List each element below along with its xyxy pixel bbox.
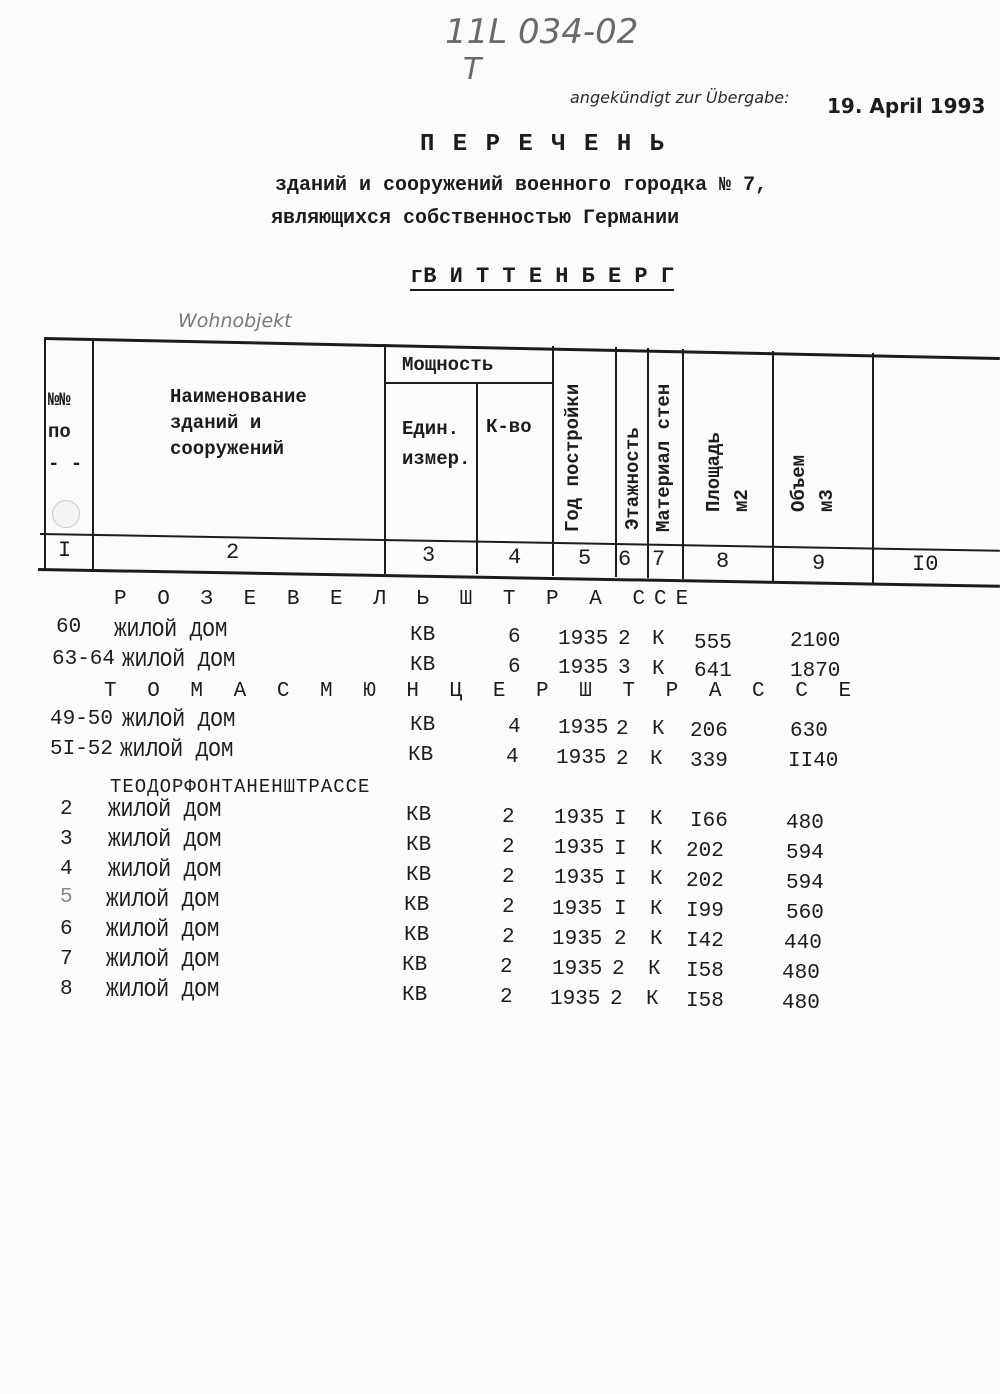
row-floors: 2 bbox=[616, 718, 629, 741]
row-unit: КВ bbox=[402, 984, 428, 1007]
row-no: 4 bbox=[60, 858, 73, 881]
row-volume: 480 bbox=[782, 962, 820, 985]
row-no: 7 bbox=[60, 948, 73, 971]
row-area: I66 bbox=[690, 810, 728, 833]
table-bottom-border bbox=[38, 568, 1000, 588]
row-area: I42 bbox=[686, 930, 724, 953]
row-volume: 2100 bbox=[790, 630, 841, 653]
row-name: ЖИЛОЙ ДОМ bbox=[106, 890, 220, 913]
col-number-5: 5 bbox=[578, 546, 592, 571]
row-year: 1935 bbox=[554, 807, 605, 830]
col-number-1: I bbox=[58, 538, 72, 563]
handwritten-reference: 11L 034-02 bbox=[445, 12, 639, 52]
row-unit: КВ bbox=[410, 624, 436, 647]
row-year: 1935 bbox=[550, 988, 601, 1011]
row-year: 1935 bbox=[558, 628, 609, 651]
row-material: К bbox=[652, 718, 665, 741]
row-area: 202 bbox=[686, 840, 724, 863]
row-unit: КВ bbox=[406, 834, 432, 857]
row-no: 5I-52 bbox=[50, 738, 114, 761]
row-qty: 2 bbox=[502, 836, 515, 859]
row-year: 1935 bbox=[552, 898, 603, 921]
row-year: 1935 bbox=[556, 747, 607, 770]
row-name: ЖИЛОЙ ДОМ bbox=[106, 950, 220, 973]
row-material: К bbox=[648, 958, 661, 981]
row-material: К bbox=[650, 838, 663, 861]
row-unit: КВ bbox=[402, 954, 428, 977]
row-floors: 2 bbox=[618, 628, 631, 651]
col-number-2: 2 bbox=[226, 540, 240, 565]
col-border-4 bbox=[552, 346, 554, 576]
row-unit: КВ bbox=[406, 864, 432, 887]
row-area: I58 bbox=[686, 960, 724, 983]
col-border-2 bbox=[384, 344, 386, 574]
row-qty: 2 bbox=[502, 806, 515, 829]
row-material: К bbox=[650, 748, 663, 771]
document-title: П Е Р Е Ч Е Н Ь bbox=[420, 131, 667, 158]
col-number-8: 8 bbox=[716, 549, 730, 574]
handwritten-note: Wohnobjekt bbox=[178, 310, 292, 332]
row-floors: I bbox=[614, 838, 627, 861]
row-material: К bbox=[650, 868, 663, 891]
row-material: К bbox=[650, 928, 663, 951]
row-no: 60 bbox=[56, 616, 82, 639]
row-area: 555 bbox=[694, 632, 732, 655]
subtitle-line-2: являющихся собственностью Германии bbox=[271, 207, 680, 230]
col-border-5 bbox=[615, 347, 617, 577]
row-material: К bbox=[652, 658, 665, 681]
col-border-1 bbox=[92, 340, 94, 570]
capacity-group-header: Мощность bbox=[402, 354, 494, 376]
row-floors: I bbox=[614, 808, 627, 831]
row-name: ЖИЛОЙ ДОМ bbox=[122, 710, 236, 733]
row-unit: КВ bbox=[404, 894, 430, 917]
table-top-border bbox=[44, 337, 1000, 360]
row-volume: 480 bbox=[782, 992, 820, 1015]
row-no: 49-50 bbox=[50, 708, 114, 731]
row-year: 1935 bbox=[552, 928, 603, 951]
col-number-3: 3 bbox=[422, 543, 436, 568]
row-volume: 480 bbox=[786, 812, 824, 835]
announcement-label: angekündigt zur Übergabe: bbox=[570, 88, 790, 107]
row-material: К bbox=[650, 898, 663, 921]
row-name: ЖИЛОЙ ДОМ bbox=[106, 920, 220, 943]
row-qty: 2 bbox=[502, 896, 515, 919]
row-name: ЖИЛОЙ ДОМ bbox=[120, 740, 234, 763]
col-unit-header: Един. измер. bbox=[402, 418, 471, 470]
row-year: 1935 bbox=[552, 958, 603, 981]
col-border-8 bbox=[772, 351, 774, 581]
col-year-header: Год постройки bbox=[562, 383, 584, 532]
col-name-header: Наименование зданий и сооружений bbox=[170, 386, 307, 460]
row-qty: 4 bbox=[506, 746, 519, 769]
row-no: 5 bbox=[60, 886, 73, 909]
row-no: 2 bbox=[60, 798, 73, 821]
row-qty: 6 bbox=[508, 656, 521, 679]
col-volume-header: Объем м3 bbox=[788, 454, 838, 512]
row-floors: 2 bbox=[616, 748, 629, 771]
col-area-header: Площадь м2 bbox=[703, 432, 753, 512]
row-floors: 2 bbox=[612, 958, 625, 981]
row-qty: 2 bbox=[500, 956, 513, 979]
row-material: К bbox=[646, 988, 659, 1011]
row-volume: 440 bbox=[784, 932, 822, 955]
row-volume: 594 bbox=[786, 872, 824, 895]
row-volume: 594 bbox=[786, 842, 824, 865]
row-year: 1935 bbox=[558, 657, 609, 680]
row-name: ЖИЛОЙ ДОМ bbox=[108, 830, 222, 853]
row-qty: 4 bbox=[508, 716, 521, 739]
row-floors: I bbox=[614, 868, 627, 891]
handwritten-mark: T bbox=[463, 52, 482, 87]
row-area: I58 bbox=[686, 990, 724, 1013]
row-qty: 6 bbox=[508, 626, 521, 649]
row-name: ЖИЛОЙ ДОМ bbox=[108, 860, 222, 883]
col-qty-header: К-во bbox=[486, 416, 532, 438]
row-no: 6 bbox=[60, 918, 73, 941]
row-area: 206 bbox=[690, 720, 728, 743]
city-name: гВ И Т Т Е Н Б Е Р Г bbox=[410, 264, 675, 289]
col-number-7: 7 bbox=[652, 547, 666, 572]
row-name: ЖИЛОЙ ДОМ bbox=[108, 800, 222, 823]
col-border-3 bbox=[476, 384, 478, 574]
col-border-0 bbox=[44, 337, 46, 569]
col-number-10: I0 bbox=[912, 552, 939, 577]
row-year: 1935 bbox=[554, 837, 605, 860]
row-no: 3 bbox=[60, 828, 73, 851]
street-heading: Р О З Е В Е Л Ь Ш Т Р А ССЕ bbox=[114, 588, 698, 611]
street-heading: ТЕОДОРФОНТАНЕНШТРАССЕ bbox=[110, 776, 371, 798]
col-border-9 bbox=[872, 353, 874, 583]
row-area: 202 bbox=[686, 870, 724, 893]
row-floors: 2 bbox=[614, 928, 627, 951]
row-unit: КВ bbox=[406, 804, 432, 827]
row-unit: КВ bbox=[408, 744, 434, 767]
row-area: 339 bbox=[690, 750, 728, 773]
row-volume: 1870 bbox=[790, 660, 841, 683]
col-number-9: 9 bbox=[812, 551, 826, 576]
row-qty: 2 bbox=[502, 926, 515, 949]
punch-hole bbox=[52, 500, 80, 528]
row-area: I99 bbox=[686, 900, 724, 923]
row-volume: II40 bbox=[788, 750, 839, 773]
row-unit: КВ bbox=[410, 714, 436, 737]
row-material: К bbox=[652, 628, 665, 651]
announcement-date: 19. April 1993 bbox=[827, 94, 986, 118]
col-number-4: 4 bbox=[508, 545, 522, 570]
row-floors: 3 bbox=[618, 657, 631, 680]
row-unit: КВ bbox=[410, 654, 436, 677]
row-qty: 2 bbox=[502, 866, 515, 889]
row-year: 1935 bbox=[558, 717, 609, 740]
col-floors-header: Этажность bbox=[622, 427, 644, 530]
col-no-header: №№ по - - bbox=[48, 389, 83, 475]
row-material: К bbox=[650, 808, 663, 831]
row-area: 641 bbox=[694, 660, 732, 683]
col-border-7 bbox=[682, 349, 684, 579]
street-heading: Т О М А С М Ю Н Ц Е Р Ш Т Р А С С Е bbox=[104, 680, 861, 703]
row-volume: 630 bbox=[790, 720, 828, 743]
col-border-6 bbox=[647, 348, 649, 578]
capacity-divider bbox=[386, 382, 554, 384]
row-no: 63-64 bbox=[52, 648, 116, 671]
row-name: ЖИЛОЙ ДОМ bbox=[122, 650, 236, 673]
row-volume: 560 bbox=[786, 902, 824, 925]
row-floors: 2 bbox=[610, 988, 623, 1011]
row-unit: КВ bbox=[404, 924, 430, 947]
row-name: ЖИЛОЙ ДОМ bbox=[114, 620, 228, 643]
col-number-6: 6 bbox=[618, 547, 632, 572]
row-no: 8 bbox=[60, 978, 73, 1001]
row-floors: I bbox=[614, 898, 627, 921]
row-name: ЖИЛОЙ ДОМ bbox=[106, 980, 220, 1003]
row-qty: 2 bbox=[500, 986, 513, 1009]
row-year: 1935 bbox=[554, 867, 605, 890]
subtitle-line-1: зданий и сооружений военного городка № 7, bbox=[275, 174, 768, 197]
col-material-header: Материал стен bbox=[653, 383, 675, 532]
